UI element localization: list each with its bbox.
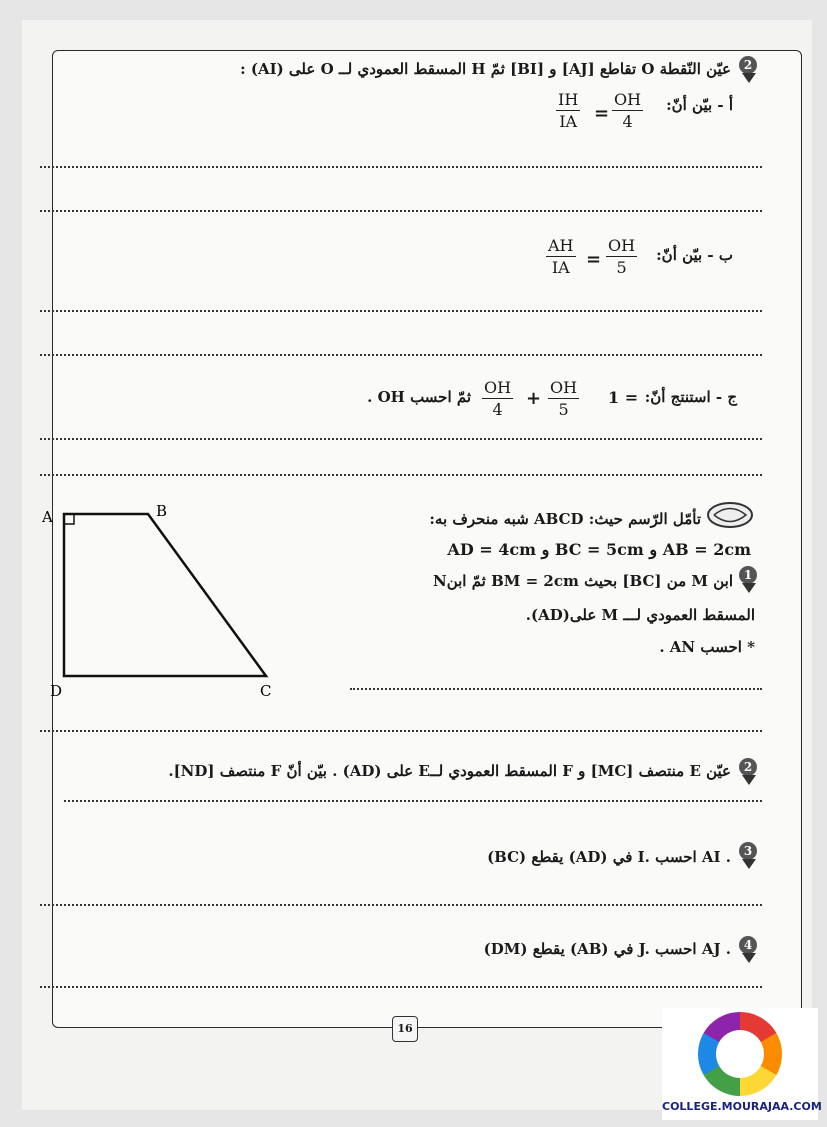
question-2-marker-icon bbox=[738, 758, 760, 788]
question-number: 3 bbox=[739, 842, 757, 860]
denominator: IA bbox=[559, 112, 578, 131]
site-logo[interactable] bbox=[662, 1008, 822, 1120]
logo-circle-icon bbox=[698, 1012, 782, 1096]
ex-q3-text: (BC) يقطع (AD) في I. احسب AI . bbox=[487, 848, 731, 866]
answer-line bbox=[40, 986, 762, 988]
fraction-ih-ia bbox=[556, 90, 580, 133]
vertex-d-label: D bbox=[50, 682, 63, 700]
q2-part-c-label: ج - استنتج أنّ: bbox=[644, 388, 737, 406]
numerator: OH bbox=[608, 236, 636, 255]
question-number: 2 bbox=[739, 56, 757, 74]
vertex-a-label: A bbox=[42, 508, 53, 526]
equals-sign: = bbox=[594, 103, 610, 124]
fraction-oh-5 bbox=[606, 236, 637, 279]
q2-part-b-label: ب - بيّن أنّ: bbox=[656, 246, 733, 264]
plus-sign: + bbox=[526, 388, 542, 409]
exercise-badge-icon bbox=[706, 500, 754, 530]
numerator: AH bbox=[548, 236, 574, 255]
ex-q1-line1: ابن M من [BC] بحيث BM = 2cm ثمّ ابنN bbox=[433, 572, 733, 590]
question-3-marker-icon bbox=[738, 842, 760, 872]
fraction-oh-4 bbox=[482, 378, 513, 421]
numerator: OH bbox=[614, 90, 642, 109]
exercise-intro: تأمّل الرّسم حيث: ABCD شبه منحرف به: bbox=[429, 510, 701, 528]
fraction-oh-4 bbox=[612, 90, 643, 133]
trapezoid-figure bbox=[38, 500, 288, 700]
question-4-marker-icon bbox=[738, 936, 760, 966]
question-number: 1 bbox=[739, 566, 757, 584]
numerator: OH bbox=[550, 378, 578, 397]
answer-line bbox=[64, 800, 762, 802]
equals-sign: = bbox=[586, 249, 602, 270]
denominator: IA bbox=[551, 258, 570, 277]
question-1-marker-icon bbox=[738, 566, 760, 596]
answer-line bbox=[40, 210, 762, 212]
ex-q4-text: (DM) يقطع (AB) في J. احسب AJ . bbox=[483, 940, 731, 958]
q2-intro: عيّن النّقطة O تقاطع [AJ] و [BI] ثمّ H المسقط العمودي لــ O على (AI) : bbox=[240, 60, 731, 78]
ex-q2-text: عيّن E منتصف [MC] و F المسقط العمودي لــE على (AD) . بيّن أنّ F منتصف [ND]. bbox=[168, 762, 731, 780]
answer-line bbox=[40, 438, 762, 440]
q2-part-c-eq: 1 = bbox=[608, 388, 639, 407]
numerator: IH bbox=[558, 90, 579, 109]
answer-line bbox=[350, 688, 762, 690]
exercise-givens: AD = 4cm و BC = 5cm و AB = 2cm bbox=[447, 540, 751, 559]
denominator: 5 bbox=[616, 258, 627, 277]
answer-line bbox=[40, 354, 762, 356]
question-number: 4 bbox=[739, 936, 757, 954]
vertex-b-label: B bbox=[156, 502, 168, 520]
denominator: 5 bbox=[558, 400, 569, 419]
fraction-ah-ia bbox=[546, 236, 576, 279]
answer-line bbox=[40, 904, 762, 906]
vertex-c-label: C bbox=[260, 682, 272, 700]
ex-q1-line3: * احسب AN . bbox=[659, 638, 755, 656]
answer-line bbox=[40, 730, 762, 732]
page-number: 16 bbox=[392, 1016, 418, 1042]
watermark-url[interactable]: COLLEGE.MOURAJAA.COM bbox=[662, 1100, 822, 1113]
answer-line bbox=[40, 310, 762, 312]
question-2-marker-icon bbox=[738, 56, 760, 86]
q2-part-a-label: أ - بيّن أنّ: bbox=[666, 96, 733, 114]
denominator: 4 bbox=[622, 112, 633, 131]
ex-q1-line2: المسقط العمودي لـــ M على(AD). bbox=[525, 606, 755, 624]
q2-part-c-suffix: ثمّ احسب OH . bbox=[367, 388, 471, 406]
numerator: OH bbox=[484, 378, 512, 397]
question-number: 2 bbox=[739, 758, 757, 776]
answer-line bbox=[40, 166, 762, 168]
fraction-oh-5 bbox=[548, 378, 579, 421]
answer-line bbox=[40, 474, 762, 476]
denominator: 4 bbox=[492, 400, 503, 419]
